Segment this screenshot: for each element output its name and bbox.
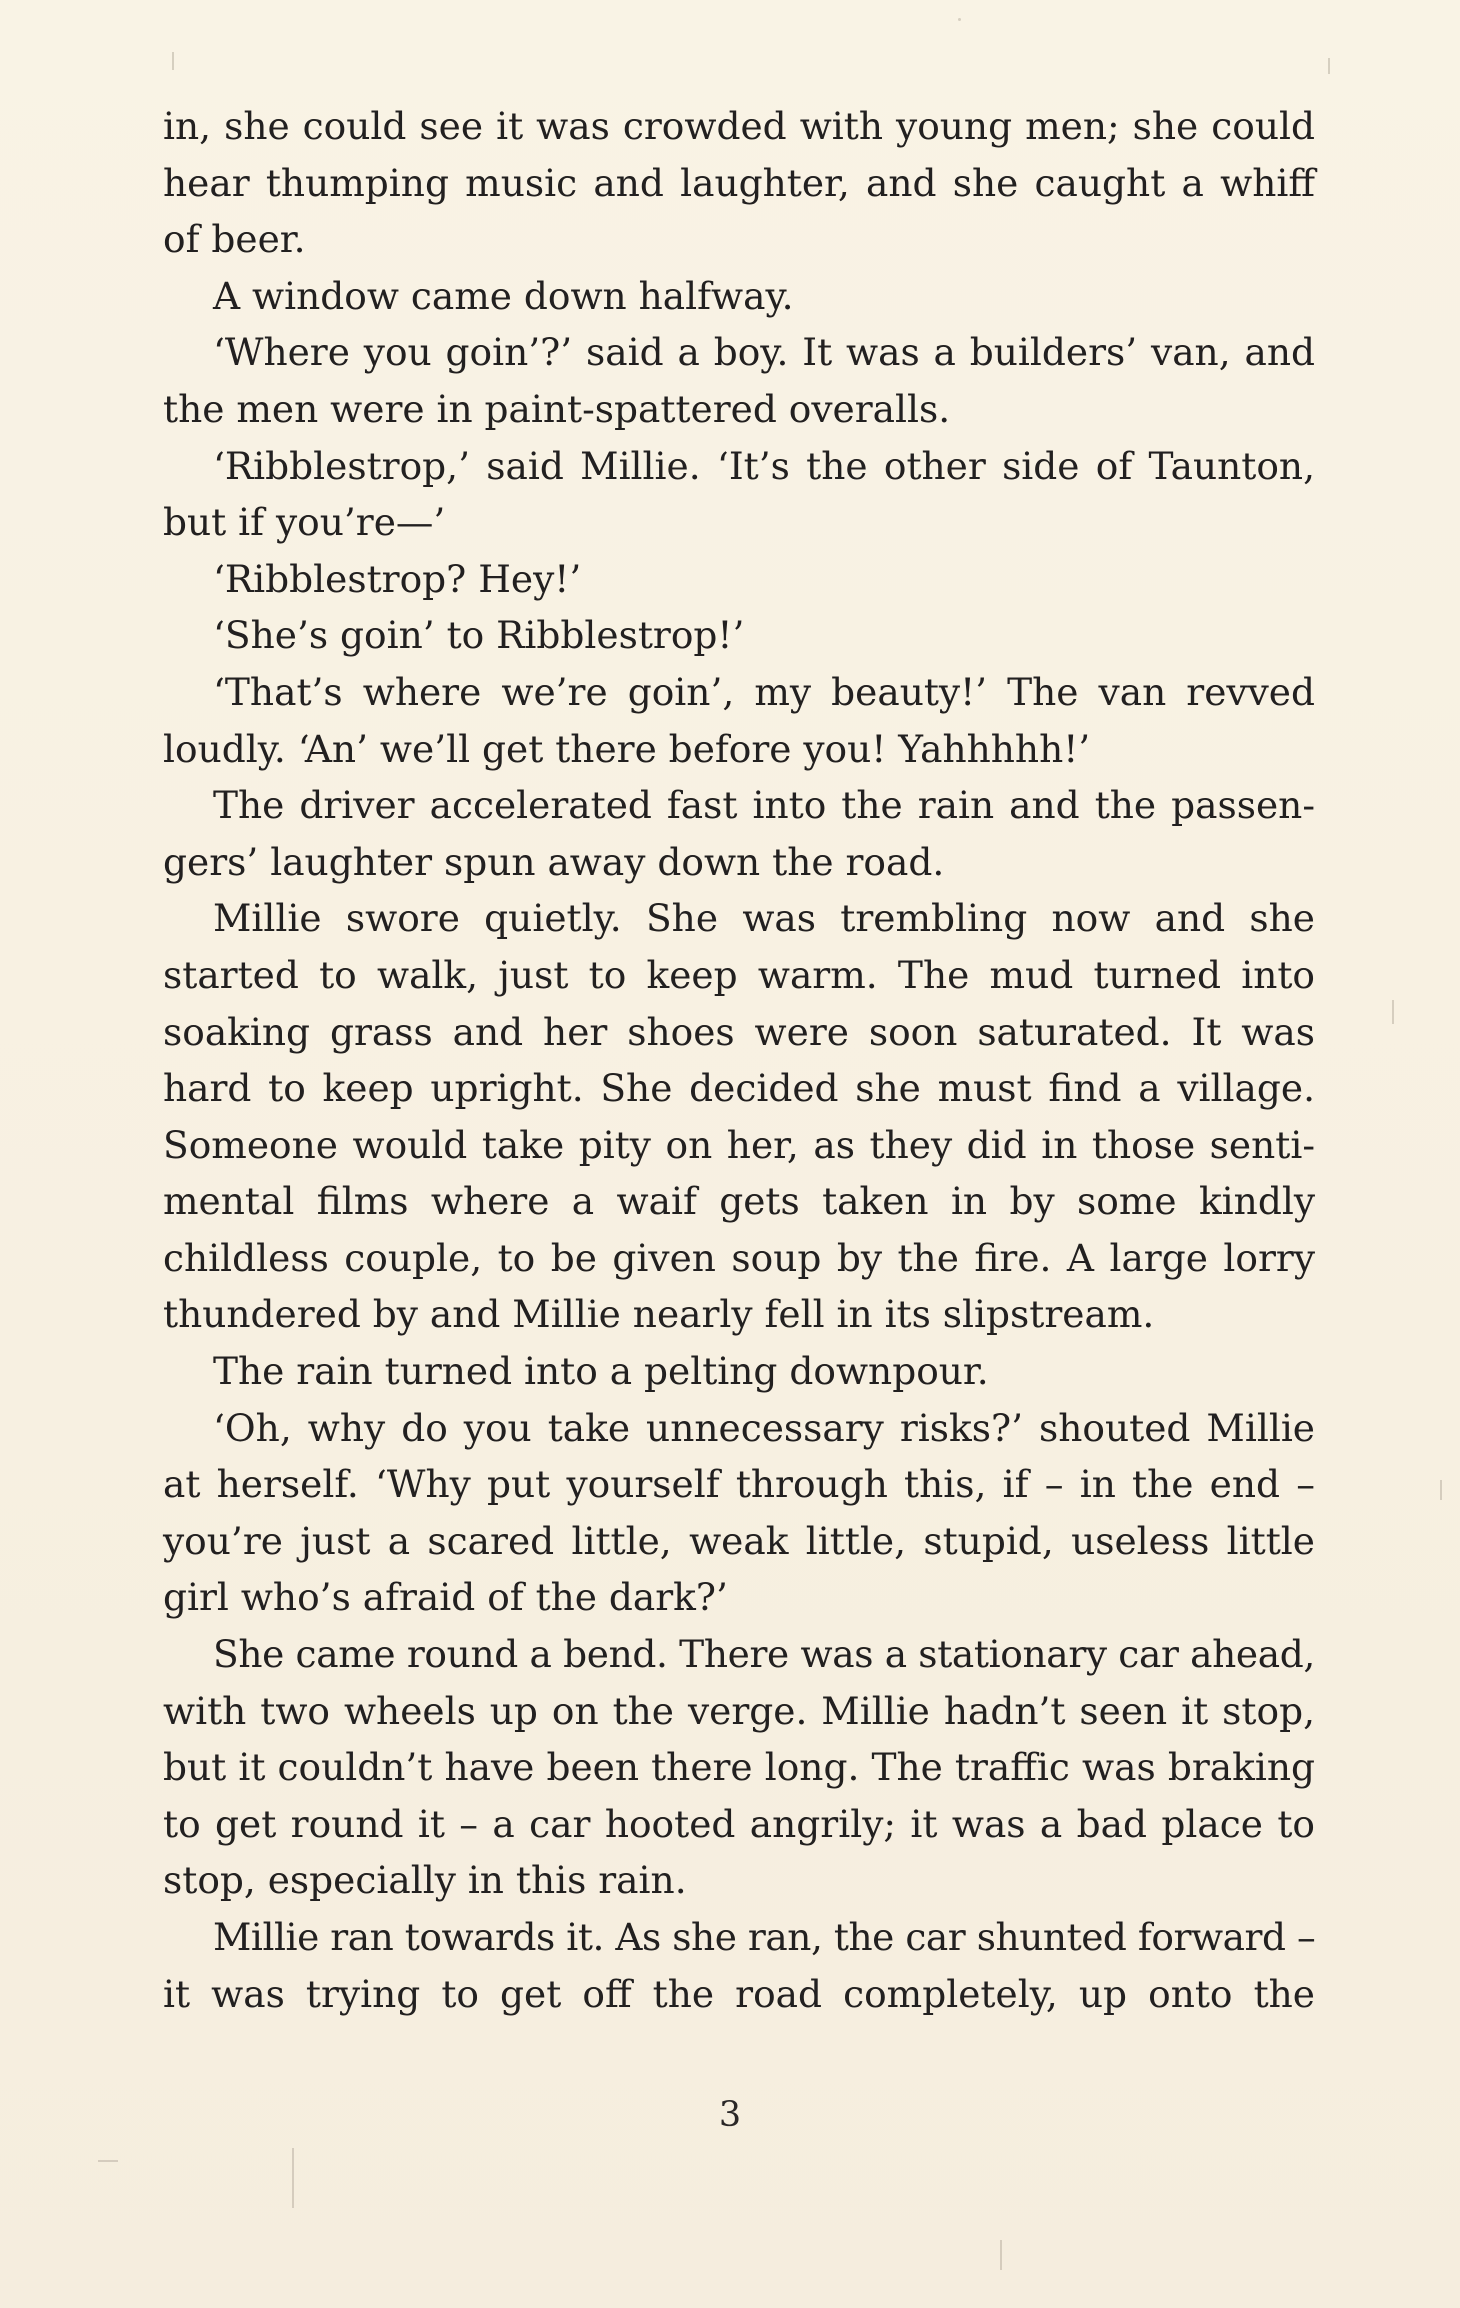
paper-speck bbox=[1328, 58, 1330, 74]
text-line: you’re just a scared little, weak little, stupid, useless little bbox=[163, 1518, 1315, 1563]
text-line: at herself. ‘Why put yourself through this, if – in the end – bbox=[163, 1462, 1315, 1507]
text-line: She came round a bend. There was a stationary car ahead, bbox=[213, 1632, 1315, 1677]
text-line: ‘She’s goin’ to Ribblestrop!’ bbox=[213, 613, 745, 658]
text-line: ‘That’s where we’re goin’, my beauty!’ The van revved bbox=[213, 669, 1315, 714]
text-line: Millie ran towards it. As she ran, the car shunted forward – bbox=[213, 1915, 1316, 1959]
text-line: but it couldn’t have been there long. The traffic was braking bbox=[163, 1745, 1315, 1790]
text-line: the men were in paint-spattered overalls. bbox=[163, 386, 951, 431]
text-line: The rain turned into a pelting downpour. bbox=[213, 1349, 989, 1394]
body-text bbox=[163, 98, 1315, 2022]
text-line: The driver accelerated fast into the rain and the passen- bbox=[213, 783, 1315, 828]
text-line: ‘Oh, why do you take unnecessary risks?’ shouted Millie bbox=[213, 1405, 1315, 1450]
text-line: gers’ laughter spun away down the road. bbox=[163, 839, 945, 884]
text-line: to get round it – a car hooted angrily; it was a bad place to bbox=[163, 1801, 1315, 1846]
text-line: mental films where a waif gets taken in by some kindly bbox=[163, 1179, 1315, 1224]
text-line: stop, especially in this rain. bbox=[163, 1858, 687, 1903]
paper-speck bbox=[98, 2160, 118, 2162]
text-line: started to walk, just to keep warm. The mud turned into bbox=[163, 952, 1315, 997]
text-line: ‘Where you goin’?’ said a boy. It was a builders’ van, and bbox=[213, 330, 1315, 375]
paper-speck bbox=[1392, 1000, 1394, 1024]
text-line: of beer. bbox=[163, 217, 306, 262]
text-line: but if you’re—’ bbox=[163, 500, 446, 545]
text-line: A window came down halfway. bbox=[213, 273, 794, 318]
text-line: soaking grass and her shoes were soon saturated. It was bbox=[163, 1009, 1315, 1054]
text-line: loudly. ‘An’ we’ll get there before you! Yahhhhh!’ bbox=[163, 726, 1091, 771]
paper-speck bbox=[172, 52, 174, 70]
paper-speck bbox=[292, 2148, 294, 2208]
paper-speck bbox=[1000, 2240, 1002, 2270]
page-number: 3 bbox=[718, 2095, 742, 2135]
text-line: ‘Ribblestrop,’ said Millie. ‘It’s the other side of Taunton, bbox=[213, 443, 1315, 488]
text-line: thundered by and Millie nearly fell in its slipstream. bbox=[163, 1292, 1155, 1337]
text-line: with two wheels up on the verge. Millie hadn’t seen it stop, bbox=[163, 1688, 1315, 1733]
paper-speck bbox=[958, 18, 961, 21]
text-line: girl who’s afraid of the dark?’ bbox=[163, 1575, 728, 1620]
text-line: ‘Ribblestrop? Hey!’ bbox=[213, 556, 582, 601]
text-line: Someone would take pity on her, as they did in those senti- bbox=[163, 1122, 1315, 1167]
text-line: hear thumping music and laughter, and she caught a whiff bbox=[163, 160, 1315, 205]
text-line: in, she could see it was crowded with young men; she could bbox=[163, 104, 1315, 148]
text-line: childless couple, to be given soup by the fire. A large lorry bbox=[163, 1235, 1315, 1280]
text-line: hard to keep upright. She decided she must find a village. bbox=[163, 1066, 1315, 1111]
paper-speck bbox=[1440, 1480, 1442, 1500]
text-line: it was trying to get off the road completely, up onto the bbox=[163, 1971, 1315, 2016]
text-line: Millie swore quietly. She was trembling now and she bbox=[213, 896, 1315, 941]
